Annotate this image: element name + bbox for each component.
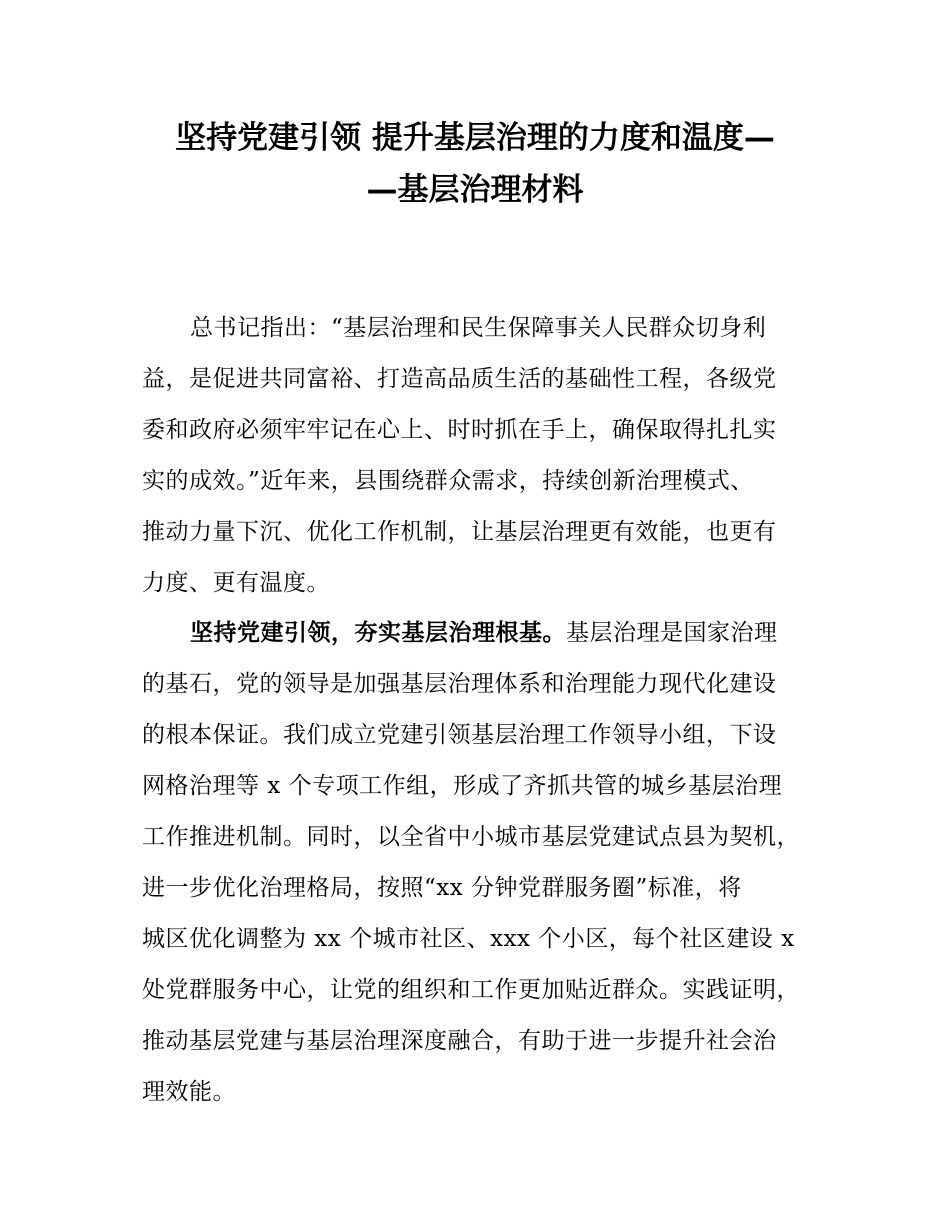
paragraph-line: 处党群服务中心，让党的组织和工作更加贴近群众。实践证明， [142,977,800,1003]
paragraph-line: 力度、更有温度。 [142,570,330,596]
title-line-1: 坚持党建引领 提升基层治理的力度和温度— [175,120,775,156]
paragraph-party-leadership [142,608,814,1118]
paragraph-line: 进一步优化治理格局，按照“xx 分钟党群服务圈”标准，将 [142,875,742,901]
paragraph-line: 的根本保证。我们成立党建引领基层治理工作领导小组，下设 [142,722,777,748]
paragraph-line: 网格治理等 x 个专项工作组，形成了齐抓共管的城乡基层治理 [142,773,783,799]
paragraph-line: 的基石，党的领导是加强基层治理体系和治理能力现代化建设 [142,671,777,697]
paragraph-line: 工作推进机制。同时，以全省中小城市基层党建试点县为契机， [142,824,800,850]
paragraph-line: 推动力量下沉、优化工作机制，让基层治理更有效能，也更有 [142,519,777,545]
paragraph-line: 委和政府必须牢牢记在心上、时时抓在手上，确保取得扎扎实 [142,417,777,443]
paragraph-line: 实的成效。”近年来，县围绕群众需求，持续创新治理模式、 [142,468,754,494]
title-line-2: —基层治理材料 [366,172,584,208]
paragraph-line: 总书记指出：“基层治理和民生保障事关人民群众切身利 [190,315,767,341]
paragraph-line: 城区优化调整为 xx 个城市社区、xxx 个小区，每个社区建设 x [142,926,795,952]
paragraph-first-line [142,608,814,659]
document-title [130,112,820,216]
paragraph-line: 推动基层党建与基层治理深度融合，有助于进一步提升社会治 [142,1028,777,1054]
section-lead-heading: 坚持党建引领，夯实基层治理根基。 [190,620,566,646]
paragraph-text: 基层治理是国家治理 [566,620,778,646]
paragraph-line: 理效能。 [142,1079,236,1105]
paragraph-intro [142,303,814,609]
paragraph-line: 益，是促进共同富裕、打造高品质生活的基础性工程，各级党 [142,366,777,392]
